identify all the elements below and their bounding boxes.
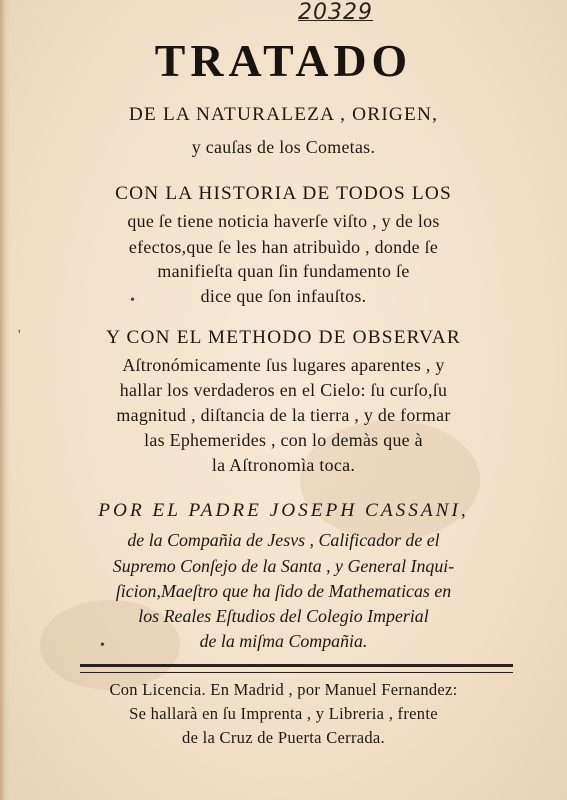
ink-mark: •: [100, 638, 105, 653]
history-line: CON LA HISTORIA DE TODOS LOS: [115, 183, 452, 204]
method-line: hallar los verdaderos en el Cielo: ſu curſo,ſu: [119, 380, 448, 400]
method-line: las Ephemerides , con lo demàs que à: [144, 430, 423, 450]
author-line: de la Compañia de Jesvs , Calificador de el: [127, 530, 440, 550]
method-line: la Aſtronomìa toca.: [211, 455, 356, 475]
divider-rule: [80, 664, 513, 667]
imprint-line: Se hallarà en ſu Imprenta , y Libreria , frente: [129, 704, 438, 723]
manuscript-number: 20329: [298, 0, 373, 25]
divider-rule: [80, 672, 513, 673]
imprint-line: de la Cruz de Puerta Cerrada.: [182, 728, 385, 747]
ink-mark: •: [130, 293, 135, 308]
author-line: los Reales Eſtudios del Colegio Imperial: [138, 606, 429, 626]
method-line: Y CON EL METHODO DE OBSERVAR: [106, 327, 461, 348]
ink-mark: ': [18, 328, 21, 343]
subtitle-line: DE LA NATURALEZA , ORIGEN,: [128, 104, 439, 125]
method-line: magnitud , diſtancia de la tierra , y de formar: [116, 405, 451, 425]
author-line: POR EL PADRE JOSEPH CASSANI,: [98, 500, 469, 521]
history-line: efectos,que ſe les han atribuìdo , donde ſe: [128, 237, 439, 257]
history-line: manifieſta quan ſin fundamento ſe: [157, 261, 410, 281]
history-line: dice que ſon infauſtos.: [200, 286, 367, 306]
subtitle-line: y cauſas de los Cometas.: [191, 137, 376, 157]
author-line: de la miſma Compañia.: [199, 631, 368, 651]
method-line: Aſtronómicamente ſus lugares aparentes , y: [122, 355, 445, 375]
book-title: TRATADO: [154, 35, 413, 86]
author-line: ſicion,Maeſtro que ha ſido de Mathematicas en: [115, 581, 452, 601]
imprint-line: Con Licencia. En Madrid , por Manuel Fernandez:: [109, 680, 458, 699]
author-line: Supremo Conſejo de la Santa , y General Inqui-: [112, 556, 455, 576]
history-line: que ſe tiene noticia haverſe viſto , y de los: [127, 211, 440, 231]
